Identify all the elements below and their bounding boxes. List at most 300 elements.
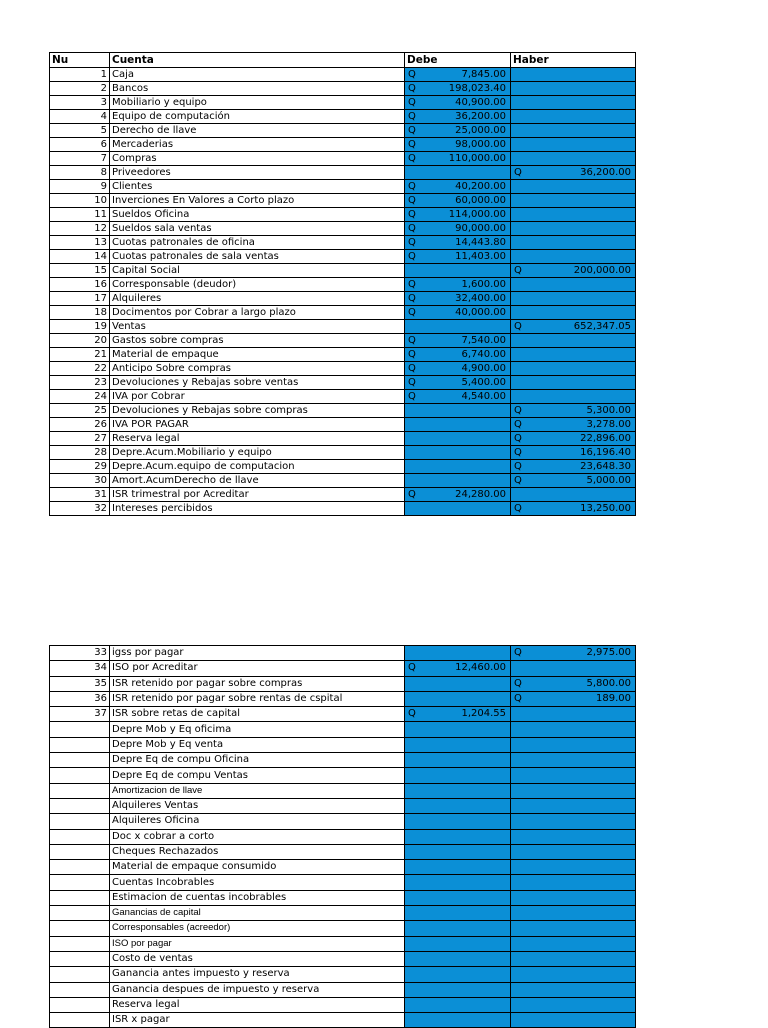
table-row [50,722,636,737]
cell-haber[interactable] [511,432,636,446]
cell-haber[interactable] [511,138,636,152]
amount-debe: 110,000.00 [448,153,506,164]
cell-haber[interactable] [511,446,636,460]
cell-nu[interactable]: 31 [50,488,110,502]
cell-haber[interactable] [511,278,636,292]
cell-nu[interactable]: 30 [50,474,110,488]
header-nu[interactable]: Nu [50,53,110,68]
currency-symbol: Q [408,195,416,206]
cell-debe[interactable] [405,138,511,152]
cell-cuenta[interactable]: Costo de ventas [110,951,405,966]
cell-nu[interactable]: 1 [50,68,110,82]
cell-haber[interactable] [511,292,636,306]
table-row [50,236,636,250]
table-row [50,390,636,404]
cell-haber[interactable] [511,829,636,844]
cell-debe[interactable] [405,348,511,362]
cell-haber[interactable] [511,124,636,138]
cell-haber[interactable] [511,348,636,362]
cell-debe[interactable] [405,250,511,264]
cell-nu[interactable]: 25 [50,404,110,418]
amount-debe: 5,400.00 [461,377,506,388]
cell-cuenta[interactable]: Depre Mob y Eq venta [110,737,405,752]
cell-haber[interactable] [511,844,636,859]
cell-cuenta[interactable]: Alquileres Ventas [110,798,405,813]
cell-cuenta[interactable]: Derecho de llave [110,124,405,138]
cell-haber[interactable] [511,951,636,966]
cell-haber[interactable] [511,208,636,222]
header-haber[interactable]: Haber [511,53,636,68]
cell-haber[interactable] [511,166,636,180]
cell-debe[interactable] [405,875,511,890]
cell-haber[interactable] [511,488,636,502]
cell-haber[interactable] [511,737,636,752]
cell-debe[interactable] [405,222,511,236]
currency-symbol: Q [408,111,416,122]
header-cuenta[interactable]: Cuenta [110,53,405,68]
cell-debe[interactable] [405,68,511,82]
cell-haber[interactable] [511,646,636,661]
cell-haber[interactable] [511,404,636,418]
cell-nu[interactable]: 13 [50,236,110,250]
cell-haber[interactable] [511,722,636,737]
cell-cuenta[interactable]: Clientes [110,180,405,194]
cell-cuenta[interactable]: Estimacion de cuentas incobrables [110,890,405,905]
table-row [50,404,636,418]
cell-cuenta[interactable]: Material de empaque consumido [110,860,405,875]
cell-debe[interactable] [405,814,511,829]
table-row [50,180,636,194]
cell-debe[interactable] [405,860,511,875]
cell-cuenta[interactable]: igss por pagar [110,646,405,661]
cell-cuenta[interactable]: Equipo de computación [110,110,405,124]
cell-debe[interactable] [405,110,511,124]
cell-nu[interactable]: 9 [50,180,110,194]
cell-debe[interactable] [405,460,511,474]
amount-debe: 12,460.00 [455,662,506,674]
cell-cuenta[interactable]: Ganancia antes impuesto y reserva [110,967,405,982]
cell-haber[interactable] [511,334,636,348]
cell-haber[interactable] [511,82,636,96]
cell-cuenta[interactable]: Mobiliario y equipo [110,96,405,110]
cell-debe[interactable] [405,292,511,306]
cell-nu[interactable] [50,890,110,905]
cell-haber[interactable] [511,1013,636,1028]
currency-symbol: Q [514,447,522,458]
cell-debe[interactable] [405,362,511,376]
cell-nu[interactable]: 20 [50,334,110,348]
currency-symbol: Q [514,433,522,444]
cell-cuenta[interactable]: ISO por pagar [110,936,405,951]
cell-nu[interactable]: 6 [50,138,110,152]
cell-haber[interactable] [511,967,636,982]
cell-cuenta[interactable]: Amort.AcumDerecho de llave [110,474,405,488]
currency-symbol: Q [408,83,416,94]
cell-cuenta[interactable]: Mercaderias [110,138,405,152]
table-row [50,661,636,676]
table-row [50,418,636,432]
cell-nu[interactable] [50,906,110,921]
table-row [50,292,636,306]
cell-nu[interactable] [50,829,110,844]
cell-cuenta[interactable]: IVA POR PAGAR [110,418,405,432]
table-row [50,362,636,376]
cell-cuenta[interactable]: Ventas [110,320,405,334]
currency-symbol: Q [514,647,522,658]
cell-haber[interactable] [511,691,636,706]
cell-haber[interactable] [511,890,636,905]
table-row [50,320,636,334]
cell-nu[interactable]: 32 [50,502,110,516]
cell-nu[interactable] [50,951,110,966]
cell-haber[interactable] [511,661,636,676]
cell-cuenta[interactable]: Bancos [110,82,405,96]
cell-debe[interactable] [405,502,511,516]
cell-haber[interactable] [511,814,636,829]
cell-debe[interactable] [405,208,511,222]
cell-debe[interactable] [405,390,511,404]
cell-debe[interactable] [405,446,511,460]
cell-debe[interactable] [405,997,511,1012]
cell-debe[interactable] [405,707,511,722]
cell-haber[interactable] [511,180,636,194]
cell-haber[interactable] [511,96,636,110]
amount-haber: 5,000.00 [586,475,631,486]
cell-cuenta[interactable]: ISR retenido por pagar sobre rentas de cspital [110,691,405,706]
cell-haber[interactable] [511,362,636,376]
cell-cuenta[interactable]: Alquileres [110,292,405,306]
cell-cuenta[interactable]: Cuentas Incobrables [110,875,405,890]
cell-haber[interactable] [511,676,636,691]
cell-cuenta[interactable]: Reserva legal [110,997,405,1012]
cell-cuenta[interactable]: Intereses percibidos [110,502,405,516]
amount-debe: 36,200.00 [455,111,506,122]
cell-debe[interactable] [405,96,511,110]
cell-haber[interactable] [511,264,636,278]
cell-nu[interactable]: 27 [50,432,110,446]
cell-nu[interactable]: 28 [50,446,110,460]
ledger-table-1 [49,52,636,516]
cell-nu[interactable] [50,753,110,768]
cell-cuenta[interactable]: ISR trimestral por Acreditar [110,488,405,502]
cell-nu[interactable] [50,997,110,1012]
cell-cuenta[interactable]: Priveedores [110,166,405,180]
cell-cuenta[interactable]: Gastos sobre compras [110,334,405,348]
cell-cuenta[interactable]: Sueldos sala ventas [110,222,405,236]
cell-nu[interactable] [50,982,110,997]
cell-debe[interactable] [405,722,511,737]
currency-symbol: Q [514,503,522,514]
cell-haber[interactable] [511,68,636,82]
table-row [50,997,636,1012]
cell-nu[interactable] [50,844,110,859]
cell-cuenta[interactable]: Depre Mob y Eq oficima [110,722,405,737]
cell-nu[interactable] [50,722,110,737]
cell-debe[interactable] [405,676,511,691]
cell-nu[interactable]: 10 [50,194,110,208]
cell-nu[interactable] [50,814,110,829]
cell-haber[interactable] [511,250,636,264]
table-row [50,348,636,362]
cell-cuenta[interactable]: Capital Social [110,264,405,278]
cell-debe[interactable] [405,737,511,752]
cell-debe[interactable] [405,967,511,982]
cell-nu[interactable]: 33 [50,646,110,661]
cell-debe[interactable] [405,264,511,278]
cell-debe[interactable] [405,783,511,798]
table-row [50,488,636,502]
cell-haber[interactable] [511,921,636,936]
cell-cuenta[interactable]: Ganancias de capital [110,906,405,921]
cell-cuenta[interactable]: Inverciones En Valores a Corto plazo [110,194,405,208]
cell-cuenta[interactable]: Caja [110,68,405,82]
cell-cuenta[interactable]: Amortizacion de llave [110,783,405,798]
cell-cuenta[interactable]: Material de empaque [110,348,405,362]
cell-debe[interactable] [405,180,511,194]
cell-nu[interactable]: 17 [50,292,110,306]
cell-cuenta[interactable]: Anticipo Sobre compras [110,362,405,376]
cell-haber[interactable] [511,376,636,390]
cell-nu[interactable]: 14 [50,250,110,264]
cell-haber[interactable] [511,502,636,516]
cell-debe[interactable] [405,334,511,348]
cell-debe[interactable] [405,488,511,502]
cell-debe[interactable] [405,951,511,966]
cell-haber[interactable] [511,320,636,334]
cell-debe[interactable] [405,936,511,951]
cell-cuenta[interactable]: Reserva legal [110,432,405,446]
cell-nu[interactable] [50,1013,110,1028]
cell-cuenta[interactable]: Depre Eq de compu Oficina [110,753,405,768]
amount-debe: 198,023.40 [448,83,506,94]
currency-symbol: Q [408,391,416,402]
cell-debe[interactable] [405,418,511,432]
cell-debe[interactable] [405,432,511,446]
table-row [50,376,636,390]
cell-haber[interactable] [511,418,636,432]
cell-haber[interactable] [511,997,636,1012]
cell-nu[interactable]: 35 [50,676,110,691]
cell-debe[interactable] [405,306,511,320]
cell-cuenta[interactable]: Devoluciones y Rebajas sobre compras [110,404,405,418]
cell-haber[interactable] [511,390,636,404]
cell-haber[interactable] [511,906,636,921]
cell-cuenta[interactable]: Sueldos Oficina [110,208,405,222]
cell-nu[interactable]: 21 [50,348,110,362]
cell-nu[interactable]: 4 [50,110,110,124]
cell-cuenta[interactable]: Cuotas patronales de oficina [110,236,405,250]
cell-cuenta[interactable]: Cuotas patronales de sala ventas [110,250,405,264]
table-row [50,890,636,905]
cell-nu[interactable] [50,936,110,951]
cell-haber[interactable] [511,753,636,768]
cell-cuenta[interactable]: Docimentos por Cobrar a largo plazo [110,306,405,320]
cell-nu[interactable]: 3 [50,96,110,110]
cell-debe[interactable] [405,753,511,768]
cell-debe[interactable] [405,844,511,859]
table-row [50,68,636,82]
amount-haber: 36,200.00 [580,167,631,178]
cell-nu[interactable]: 22 [50,362,110,376]
cell-nu[interactable]: 5 [50,124,110,138]
currency-symbol: Q [408,153,416,164]
table-row [50,707,636,722]
cell-debe[interactable] [405,921,511,936]
currency-symbol: Q [514,677,522,689]
cell-debe[interactable] [405,691,511,706]
cell-haber[interactable] [511,474,636,488]
cell-nu[interactable]: 18 [50,306,110,320]
cell-nu[interactable]: 7 [50,152,110,166]
cell-haber[interactable] [511,860,636,875]
cell-nu[interactable]: 37 [50,707,110,722]
cell-haber[interactable] [511,236,636,250]
cell-nu[interactable]: 12 [50,222,110,236]
currency-symbol: Q [514,405,522,416]
cell-haber[interactable] [511,707,636,722]
cell-cuenta[interactable]: Ganancia despues de impuesto y reserva [110,982,405,997]
cell-nu[interactable]: 15 [50,264,110,278]
cell-debe[interactable] [405,404,511,418]
currency-symbol: Q [408,349,416,360]
currency-symbol: Q [514,461,522,472]
cell-debe[interactable] [405,906,511,921]
cell-haber[interactable] [511,152,636,166]
cell-debe[interactable] [405,82,511,96]
cell-nu[interactable]: 11 [50,208,110,222]
cell-cuenta[interactable]: Corresponsables (acreedor) [110,921,405,936]
table-row [50,166,636,180]
cell-nu[interactable]: 24 [50,390,110,404]
cell-nu[interactable] [50,798,110,813]
currency-symbol: Q [408,251,416,262]
cell-cuenta[interactable]: Depre.Acum.Mobiliario y equipo [110,446,405,460]
currency-symbol: Q [408,139,416,150]
cell-nu[interactable]: 36 [50,691,110,706]
cell-haber[interactable] [511,460,636,474]
cell-nu[interactable] [50,783,110,798]
cell-debe[interactable] [405,124,511,138]
cell-nu[interactable]: 34 [50,661,110,676]
cell-haber[interactable] [511,768,636,783]
header-debe[interactable]: Debe [405,53,511,68]
cell-debe[interactable] [405,278,511,292]
cell-cuenta[interactable]: Alquileres Oficina [110,814,405,829]
cell-cuenta[interactable]: ISR retenido por pagar sobre compras [110,676,405,691]
currency-symbol: Q [408,377,416,388]
cell-debe[interactable] [405,376,511,390]
cell-haber[interactable] [511,936,636,951]
cell-debe[interactable] [405,768,511,783]
currency-symbol: Q [408,181,416,192]
amount-debe: 40,900.00 [455,97,506,108]
cell-nu[interactable] [50,875,110,890]
cell-nu[interactable] [50,921,110,936]
cell-debe[interactable] [405,194,511,208]
cell-cuenta[interactable]: IVA por Cobrar [110,390,405,404]
table-row [50,152,636,166]
cell-nu[interactable]: 16 [50,278,110,292]
cell-debe[interactable] [405,646,511,661]
cell-cuenta[interactable]: Cheques Rechazados [110,844,405,859]
cell-nu[interactable]: 26 [50,418,110,432]
table-row [50,208,636,222]
cell-debe[interactable] [405,661,511,676]
cell-cuenta[interactable]: Compras [110,152,405,166]
amount-haber: 652,347.05 [573,321,631,332]
cell-nu[interactable] [50,768,110,783]
table-row [50,124,636,138]
currency-symbol: Q [514,167,522,178]
cell-nu[interactable]: 29 [50,460,110,474]
cell-debe[interactable] [405,1013,511,1028]
cell-debe[interactable] [405,829,511,844]
table-row [50,502,636,516]
cell-debe[interactable] [405,798,511,813]
table-row [50,446,636,460]
cell-haber[interactable] [511,110,636,124]
cell-cuenta[interactable]: Devoluciones y Rebajas sobre ventas [110,376,405,390]
cell-cuenta[interactable]: Corresponsable (deudor) [110,278,405,292]
currency-symbol: Q [408,307,416,318]
cell-haber[interactable] [511,194,636,208]
amount-haber: 13,250.00 [580,503,631,514]
table-row [50,691,636,706]
cell-nu[interactable]: 19 [50,320,110,334]
currency-symbol: Q [514,475,522,486]
cell-nu[interactable]: 8 [50,166,110,180]
cell-debe[interactable] [405,166,511,180]
cell-cuenta[interactable]: Doc x cobrar a corto [110,829,405,844]
cell-haber[interactable] [511,875,636,890]
cell-debe[interactable] [405,474,511,488]
cell-cuenta[interactable]: Depre Eq de compu Ventas [110,768,405,783]
amount-debe: 7,845.00 [461,69,506,80]
currency-symbol: Q [408,489,416,500]
cell-haber[interactable] [511,222,636,236]
cell-debe[interactable] [405,982,511,997]
cell-nu[interactable]: 2 [50,82,110,96]
header-row [50,53,636,68]
cell-cuenta[interactable]: Depre.Acum.equipo de computacion [110,460,405,474]
cell-debe[interactable] [405,890,511,905]
cell-haber[interactable] [511,783,636,798]
cell-haber[interactable] [511,306,636,320]
currency-symbol: Q [408,69,416,80]
cell-nu[interactable]: 23 [50,376,110,390]
amount-debe: 4,900.00 [461,363,506,374]
amount-debe: 90,000.00 [455,223,506,234]
amount-debe: 14,443.80 [455,237,506,248]
cell-nu[interactable] [50,860,110,875]
table-row [50,844,636,859]
cell-haber[interactable] [511,982,636,997]
cell-cuenta[interactable]: ISR x pagar [110,1013,405,1028]
amount-debe: 25,000.00 [455,125,506,136]
table-row [50,432,636,446]
amount-debe: 11,403.00 [455,251,506,262]
cell-nu[interactable] [50,967,110,982]
cell-haber[interactable] [511,798,636,813]
cell-nu[interactable] [50,737,110,752]
cell-debe[interactable] [405,152,511,166]
table-row [50,814,636,829]
cell-cuenta[interactable]: ISR sobre retas de capital [110,707,405,722]
table-row [50,798,636,813]
cell-debe[interactable] [405,236,511,250]
cell-cuenta[interactable]: ISO por Acreditar [110,661,405,676]
cell-debe[interactable] [405,320,511,334]
